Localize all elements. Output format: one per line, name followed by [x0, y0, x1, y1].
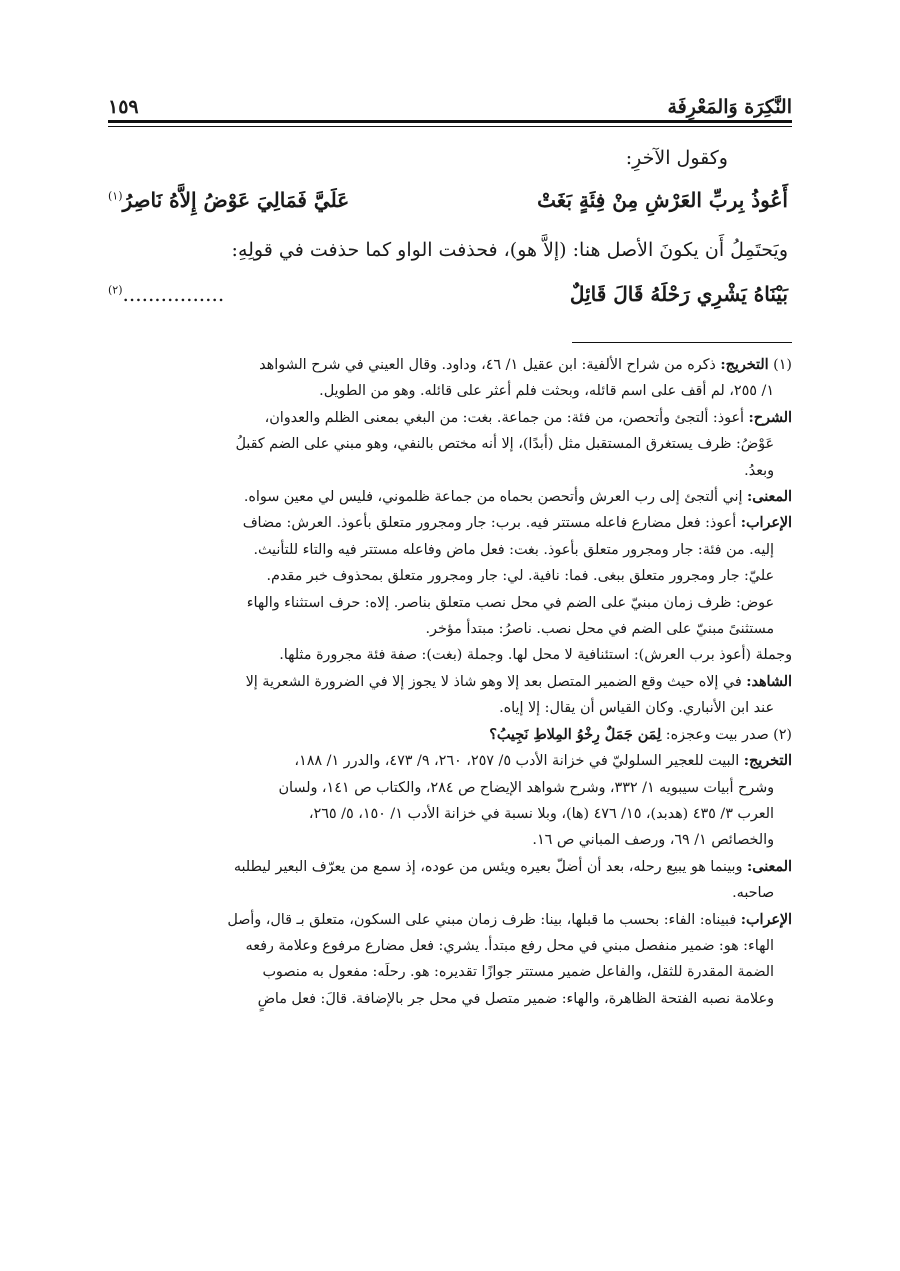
verse-one-second-hemistich: عَلَيَّ فَمَالِيَ عَوْضُ إِلاَّهُ نَاصِرُ$^{(١)}$: [108, 188, 350, 212]
fn1-shahid-cont: عند ابن الأنباري. وكان القياس أن يقال: إلا إياه.: [499, 700, 774, 717]
fn1-jumla: وجملة (أعوذ برب العرش): استئنافية لا محل لها. وجملة (بغت): صفة فئة مجرورة مثلها.: [279, 647, 792, 664]
fn1-takhrij: (١) التخريج: ذكره من شراح الألفية: ابن عقيل ١/ ٤٦، وداود. وقال العيني في شرح الشواهد: [259, 357, 792, 373]
fn1-irab-cont4: مستثنىً مبنيّ على الضم في محل نصب. ناصرُ: مبتدأ مؤخر.: [425, 621, 774, 638]
fn2-takhrij-cont2: العرب ٣/ ٤٣٥ (هدبد)، ١٥/ ٤٧٦ (ها)، وبلا نسبة في خزانة الأدب ١/ ١٥٠، ٥/ ٢٦٥،: [308, 805, 774, 822]
fn1-shahid: الشاهد: في إلاه حيث وقع الضمير المتصل بعد إلا وهو شاذ لا يجوز إلا في الضرورة الشعرية إلا: [245, 673, 792, 690]
fn1-takhrij-cont: ١/ ٢٥٥، لم أقف على اسم قائله، وبحثت فلم أعثر على قائله. وهو من الطويل.: [319, 383, 774, 400]
verse-one-first-hemistich: أَعُوذُ بِربِّ العَرْشِ مِنْ فِئَةٍ بَغَتْ: [537, 188, 788, 212]
fn1-sharh: الشرح: أعوذ: ألتجئ وأتحصن، من فئة: من جماعة. بغت: من البغي بمعنى الظلم والعدوان،: [264, 409, 792, 426]
intro-line: وكقول الآخرِ:: [625, 147, 728, 169]
fn1-irab: الإعراب: أعوذ: فعل مضارع فاعله مستتر فيه. برب: جار ومجرور متعلق بأعوذ. العرش: مضاف: [242, 515, 792, 532]
running-title: النَّكِرَة وَالمَعْرِفَة: [667, 96, 792, 118]
header-rule-thick: [108, 120, 792, 123]
footnote-ref-2[interactable]: (٢): [108, 283, 123, 297]
fn2-intro: (٢) صدر بيت وعجزه: لِمَن جَمَلٌ رِخْوُ المِلاطِ نَجِيبُ؟: [489, 726, 792, 743]
fn1-irab-cont2: عليّ: جار ومجرور متعلق ببغى. فما: نافية. لي: جار ومجرور متعلق بمحذوف خبر مقدم.: [266, 568, 774, 585]
fn1-sharh-cont2: وبعدُ.: [744, 462, 774, 479]
fn1-irab-cont3: عوض: ظرف زمان مبنيّ على الضم في محل نصب متعلق بناصر. إلاه: حرف استثناء والهاء: [246, 594, 774, 611]
page-number: ١٥٩: [108, 96, 139, 118]
fn2-mana: المعنى: وبينما هو يبيع رحله، بعد أن أضلّ بعيره ويئس من عوده، إذ سمع من يعرّف البعير ليطلبه: [233, 858, 792, 875]
footnote-ref-1[interactable]: (١): [108, 189, 123, 203]
verse-two: [108, 282, 788, 322]
verse-two-first-hemistich: بَيْنَاهُ يَشْرِي رَحْلَهُ قَالَ قَائِلٌ: [569, 282, 788, 306]
fn1-irab-cont: إليه. من فئة: جار ومجرور متعلق بأعوذ. بغت: فعل ماض وفاعله مستتر فيه والتاء للتأنيث.: [253, 541, 774, 558]
page-header: [108, 78, 792, 118]
fn2-irab-cont3: وعلامة نصبه الفتحة الظاهرة، والهاء: ضمير متصل في محل جر بالإضافة. قالَ: فعل ماضٍ: [257, 990, 774, 1007]
fn1-mana: المعنى: إني ألتجئ إلى رب العرش وأتحصن بحماه من جماعة ظلموني، فليس لي معين سواه.: [243, 489, 792, 506]
fn2-takhrij-cont3: والخصائص ١/ ٦٩، ورصف المباني ص ١٦.: [532, 832, 774, 849]
fn2-takhrij-cont: وشرح أبيات سيبويه ١/ ٣٣٢، وشرح شواهد الإيضاح ص ٢٨٤، والكتاب ص ١٤١، ولسان: [278, 779, 774, 796]
fn1-sharh-cont: عَوْضُ: ظرف يستغرق المستقبل مثل (أبدًا)، إلا أنه مختص بالنفي، وهو مبني على الضم كقبلُ: [235, 436, 774, 453]
fn2-irab-cont: الهاء: هو: ضمير منفصل مبني في محل رفع مبتدأ. يشري: فعل مضارع مرفوع وعلامة رفعه: [245, 937, 774, 954]
verse-one: [108, 188, 788, 228]
header-rule-thin: [108, 126, 792, 127]
footnote-separator: [572, 342, 792, 343]
footnotes: [108, 352, 792, 1012]
fn2-takhrij: التخريج: البيت للعجير السلوليّ في خزانة الأدب ٥/ ٢٥٧، ٢٦٠، ٩/ ٤٧٣، والدرر ١/ ١٨٨،: [294, 753, 792, 770]
fn2-irab: الإعراب: فبيناه: الفاء: بحسب ما قبلها، بينا: ظرف زمان مبني على السكون، متعلق بـ قال، وأصل: [227, 911, 792, 928]
fn2-irab-cont2: الضمة المقدرة للثقل، والفاعل ضمير مستتر جوازًا تقديره: هو. رحلَه: مفعول به منصوب: [262, 964, 774, 981]
body-paragraph: ويَحتَمِلُ أَن يكونَ الأصل هنا: (إلاَّ هو)، فحذفت الواو كما حذفت في قولِهِ:: [231, 239, 788, 261]
verse-two-omitted: ................$^{(٢)}$: [108, 282, 225, 306]
fn2-mana-cont: صاحبه.: [732, 885, 774, 902]
